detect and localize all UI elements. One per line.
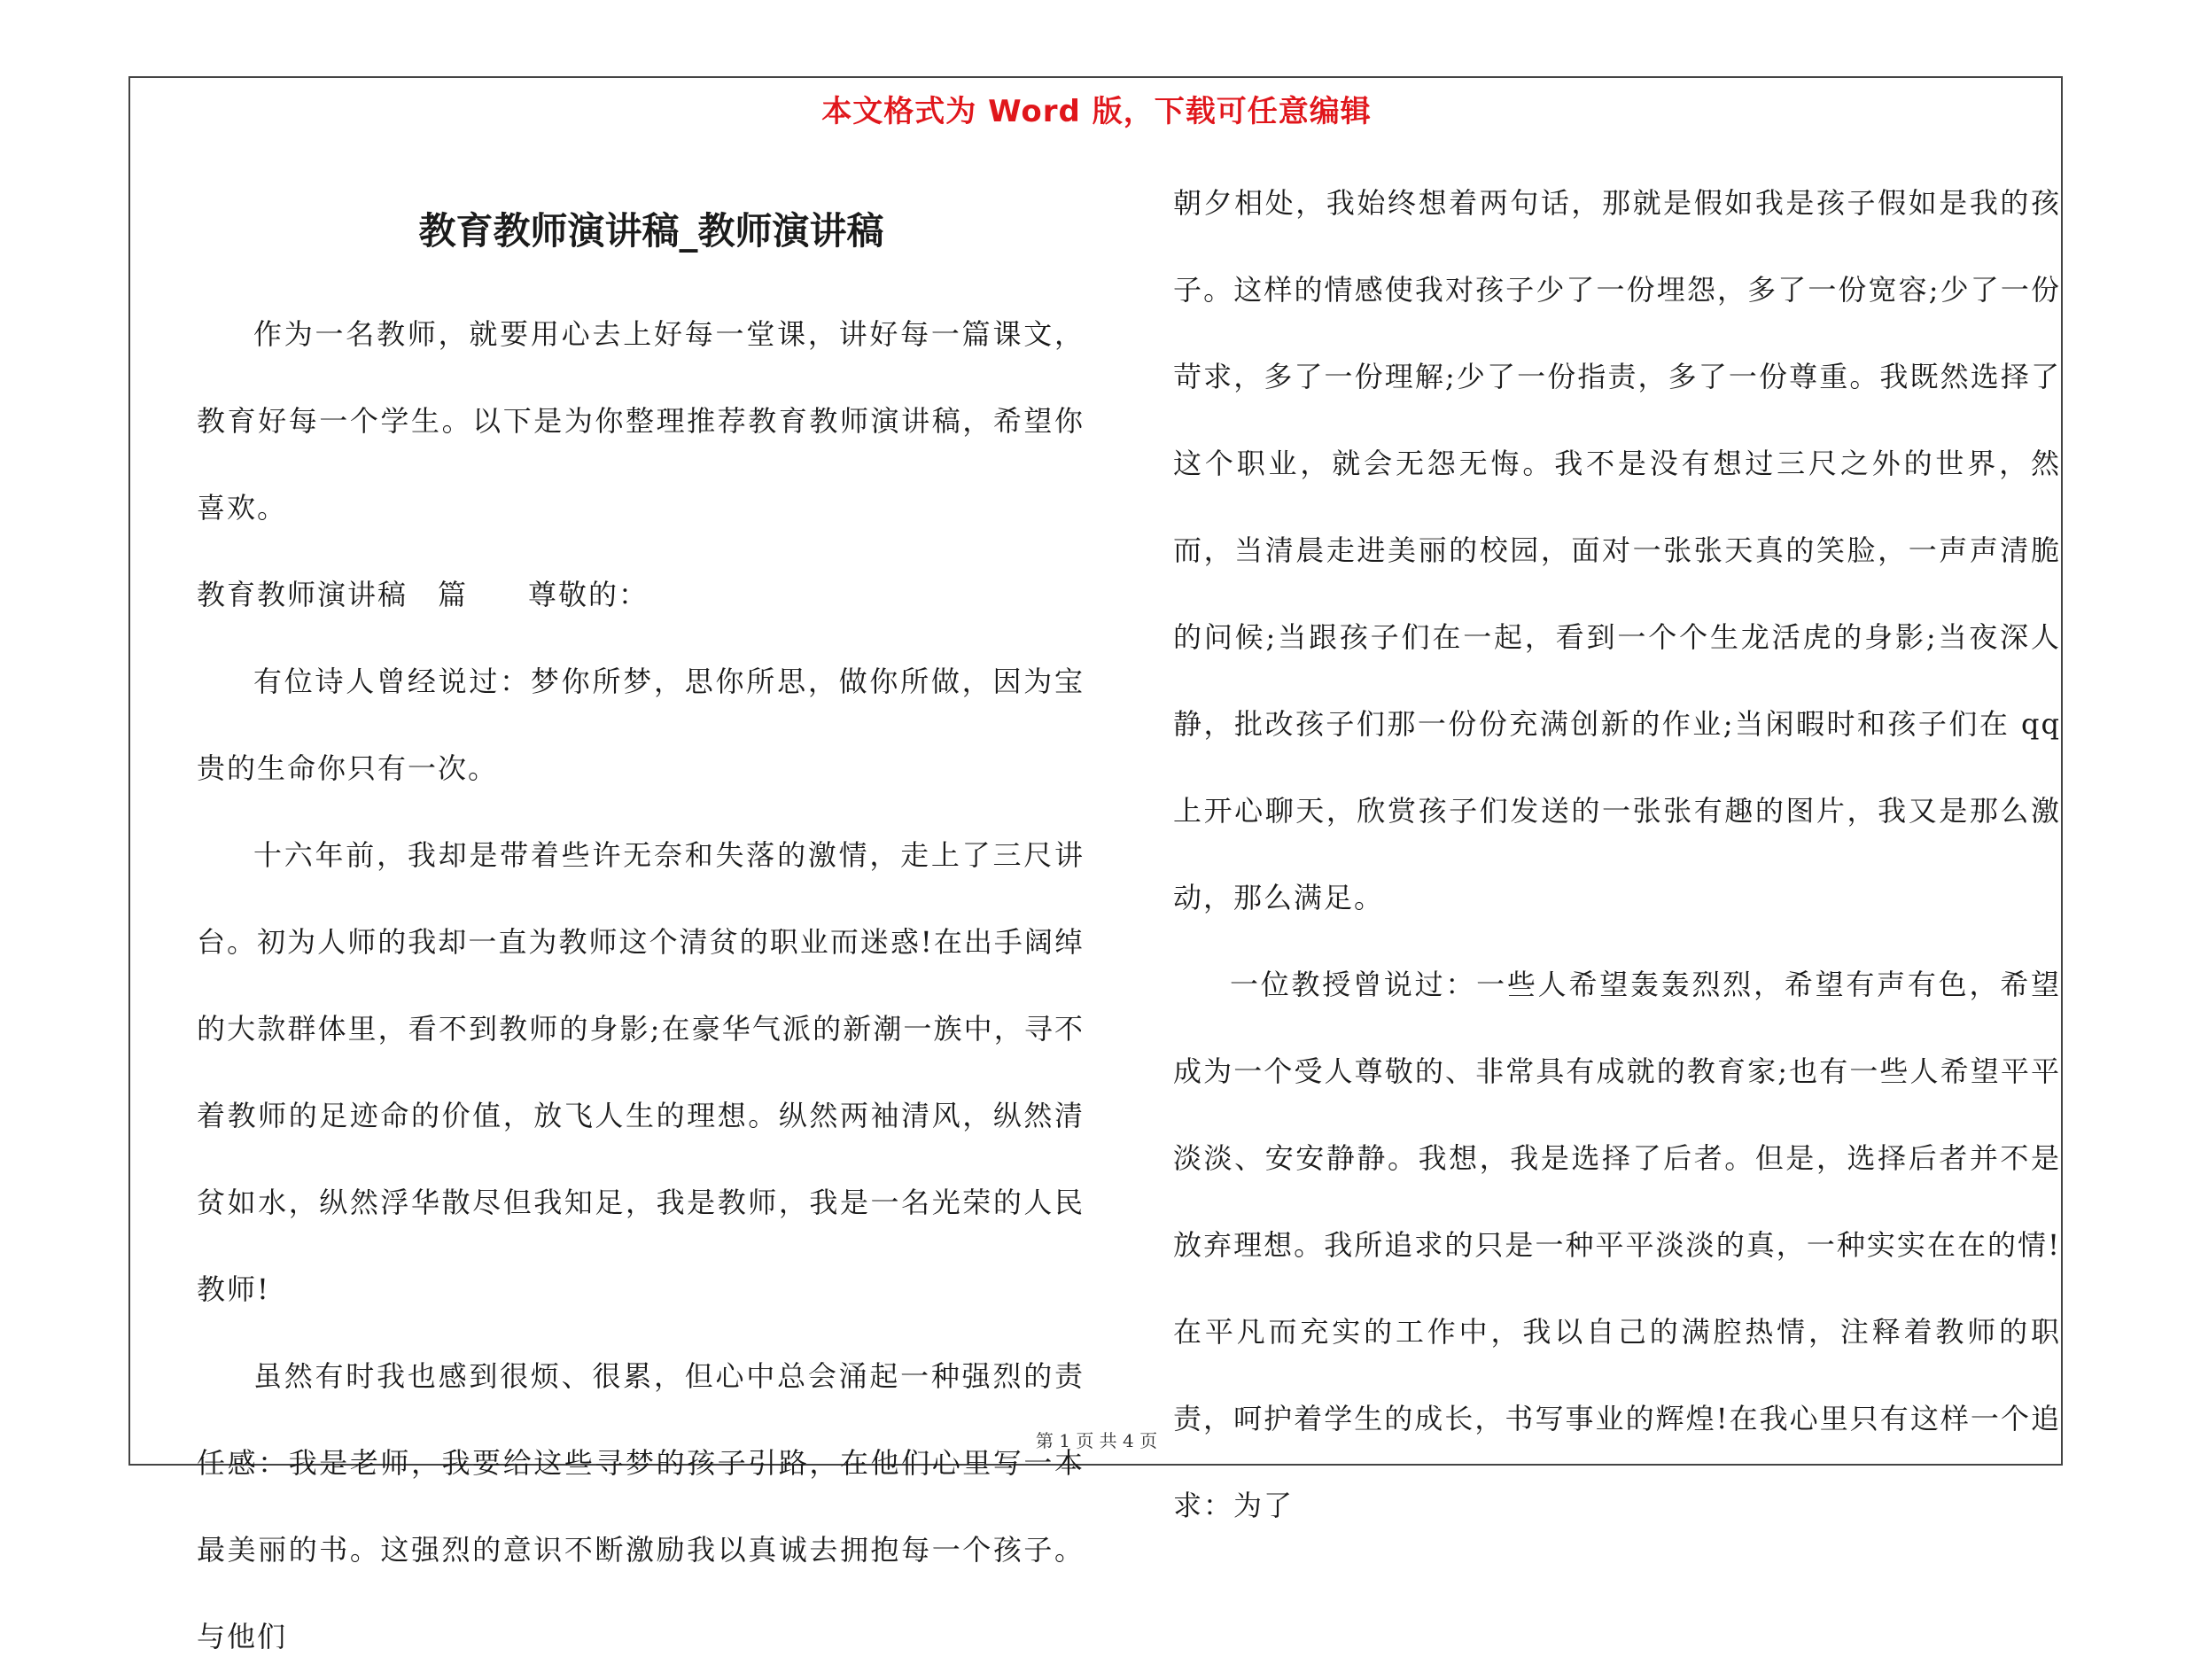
section-heading: 教育教师演讲稿 篇 尊敬的： xyxy=(197,578,649,611)
paragraph: 虽然有时我也感到很烦、很累，但心中总会涌起一种强烈的责任感：我是老师，我要给这些寻梦的孩子引路，在他们心里写一本最美丽的书。这强烈的意识不断激励我以真诚去拥抱每一个孩子。与他们 xyxy=(197,1359,1085,1653)
right-column xyxy=(1173,159,2061,1549)
paragraph: 作为一名教师，就要用心去上好每一堂课，讲好每一篇课文，教育好每一个学生。以下是为你整理推荐教育教师演讲稿，希望你喜欢。 xyxy=(197,317,1085,525)
paragraph: 有位诗人曾经说过：梦你所梦，思你所思，做你所做，因为宝贵的生命你只有一次。 xyxy=(197,665,1085,785)
left-column xyxy=(197,291,1085,1680)
format-notice-banner: 本文格式为 Word 版，下载可任意编辑 xyxy=(821,94,1372,129)
paragraph: 十六年前，我却是带着些许无奈和失落的激情，走上了三尺讲台。初为人师的我却一直为教师这个清贫的职业而迷惑!在出手阔绰的大款群体里，看不到教师的身影;在豪华气派的新潮一族中，寻不着教师的足迹命的价值，放飞人生的理想。纵然两袖清风，纵然清贫如水，纵然浮华散尽但我知足，我是教师，我是一名光荣的人民教师! xyxy=(197,838,1085,1306)
document-title: 教育教师演讲稿_教师演讲稿 xyxy=(418,209,884,253)
paragraph: 一位教授曾说过：一些人希望轰轰烈烈，希望有声有色，希望成为一个受人尊敬的、非常具有成就的教育家;也有一些人希望平平淡淡、安安静静。我想，我是选择了后者。但是，选择后者并不是放弃理想。我所追求的只是一种平平淡淡的真，一种实实在在的情!在平凡而充实的工作中，我以自己的满腔热情，注释着教师的职责，呵护着学生的成长，书写事业的辉煌!在我心里只有这样一个追求：为了 xyxy=(1173,968,2061,1522)
paragraph-continued: 朝夕相处，我始终想着两句话，那就是假如我是孩子假如是我的孩子。这样的情感使我对孩子少了一份埋怨，多了一份宽容;少了一份苛求，多了一份理解;少了一份指责，多了一份尊重。我既然选择了这个职业，就会无怨无悔。我不是没有想过三尺之外的世界，然而，当清晨走进美丽的校园，面对一张张天真的笑脸，一声声清脆的问候;当跟孩子们在一起，看到一个个生龙活虎的身影;当夜深人静，批改孩子们那一份份充满创新的作业;当闲暇时和孩子们在 qq 上开心聊天，欣赏孩子们发送的一张张有趣的图片，我又是那么激动，那么满足。 xyxy=(1173,186,2061,914)
page-number-footer: 第 1 页 共 4 页 xyxy=(1035,1430,1158,1451)
